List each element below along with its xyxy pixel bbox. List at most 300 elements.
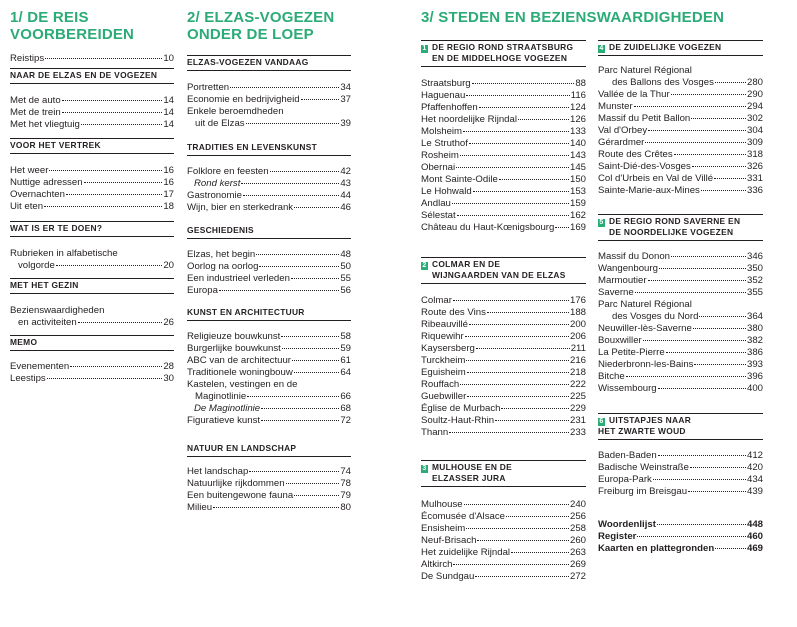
- dot-leader: [467, 372, 569, 373]
- dot-leader: [457, 215, 569, 216]
- toc-page-number: 469: [746, 543, 763, 554]
- toc-page-number: 380: [746, 323, 763, 334]
- toc-entry-title: Kaarten en plattegronden: [598, 543, 715, 554]
- toc-entry-title: Figuratieve kunst: [187, 415, 261, 426]
- section-heading: NAAR DE ELZAS EN DE VOGEZEN: [10, 68, 174, 84]
- toc-entry-title: Religieuze bouwkunst: [187, 331, 281, 342]
- dot-leader: [477, 540, 569, 541]
- dot-leader: [292, 360, 339, 361]
- toc-entry-title: Neuwiller-lès-Saverne: [598, 323, 692, 334]
- dot-leader: [637, 536, 746, 537]
- dot-leader: [635, 292, 746, 293]
- toc-entry[interactable]: [421, 379, 586, 391]
- toc-entry-title: Le Struthof: [421, 138, 468, 149]
- toc-page-number: 331: [746, 173, 763, 184]
- dot-leader: [658, 388, 746, 389]
- toc-entry[interactable]: [187, 190, 351, 202]
- toc-page-number: 240: [569, 499, 586, 510]
- toc-entry[interactable]: [598, 450, 763, 462]
- toc-entry-title: Le Hohwald: [421, 186, 472, 197]
- toc-entry-title: Parc Naturel Régional: [598, 299, 692, 310]
- toc-entry-title: ABC van de architectuur: [187, 355, 291, 366]
- toc-entry-title: Turckheim: [421, 355, 466, 366]
- toc-page-number: 116: [570, 90, 586, 101]
- dot-leader: [282, 348, 339, 349]
- toc-entry[interactable]: [421, 222, 586, 234]
- toc-page-number: 30: [163, 373, 174, 384]
- toc-entry[interactable]: [598, 137, 763, 149]
- toc-entry[interactable]: [187, 403, 351, 415]
- dot-leader: [634, 106, 746, 107]
- toc-page-number: 133: [569, 126, 586, 137]
- dot-leader: [714, 178, 746, 179]
- toc-page-number: 350: [746, 263, 763, 274]
- toc-entry[interactable]: [598, 173, 763, 185]
- toc-entry[interactable]: [598, 335, 763, 347]
- toc-entry[interactable]: [187, 490, 351, 502]
- toc-entry-title: Een industrieel verleden: [187, 273, 290, 284]
- toc-entry[interactable]: [421, 78, 586, 90]
- toc-entry[interactable]: en activiteiten 26: [18, 317, 174, 328]
- dot-leader: [47, 378, 163, 379]
- toc-entry-title: Enkele beroemdheden: [187, 106, 284, 117]
- toc-entry-title: Obernai: [421, 162, 456, 173]
- toc-list: [598, 65, 763, 197]
- dot-leader: [690, 467, 746, 468]
- toc-entry[interactable]: [598, 519, 763, 531]
- toc-page-number: 222: [569, 379, 586, 390]
- toc-page-number: 61: [340, 355, 351, 366]
- toc-page-number: 16: [163, 177, 174, 188]
- dot-leader: [453, 564, 569, 565]
- toc-entry[interactable]: [598, 113, 763, 125]
- toc-entry[interactable]: [421, 331, 586, 343]
- dot-leader: [249, 471, 339, 472]
- toc-entry-title: Kaysersberg: [421, 343, 475, 354]
- dot-leader: [291, 278, 339, 279]
- dot-leader: [643, 340, 746, 341]
- toc-entry[interactable]: [187, 331, 351, 343]
- toc-page-number: 37: [340, 94, 351, 105]
- toc-entry[interactable]: [421, 427, 586, 439]
- toc-entry[interactable]: [421, 307, 586, 319]
- toc-section: [10, 305, 174, 329]
- toc-entry[interactable]: [187, 415, 351, 427]
- region-heading: 1 DE REGIO ROND STRAATSBURG EN DE MIDDELHOGE VOGEZEN: [421, 40, 586, 67]
- toc-entry[interactable]: [187, 249, 351, 261]
- toc-page-number: 74: [340, 466, 351, 477]
- section-heading: MEMO: [10, 335, 174, 351]
- toc-page-number: 48: [340, 249, 351, 260]
- dot-leader: [460, 384, 569, 385]
- dot-leader: [66, 194, 162, 195]
- toc-list: [187, 82, 351, 130]
- toc-page-number: 17: [163, 189, 174, 200]
- toc-entry[interactable]: [187, 202, 351, 214]
- toc-entry[interactable]: [421, 367, 586, 379]
- toc-list: [187, 249, 351, 297]
- toc-entry[interactable]: [421, 150, 586, 162]
- toc-page-number: 55: [340, 273, 351, 284]
- toc-entry[interactable]: [421, 535, 586, 547]
- toc-entry[interactable]: [10, 361, 174, 373]
- toc-page-number: 16: [163, 165, 174, 176]
- dot-leader: [259, 266, 339, 267]
- toc-page-number: 188: [569, 307, 586, 318]
- toc-page-number: 352: [746, 275, 763, 286]
- region-heading: 6 UITSTAPJES NAAR HET ZWARTE WOUD: [598, 413, 763, 440]
- toc-page-number: 326: [746, 161, 763, 172]
- dot-leader: [699, 316, 746, 317]
- toc-entry-title: Oorlog na oorlog: [187, 261, 259, 272]
- toc-entry[interactable]: [598, 275, 763, 287]
- toc-entry[interactable]: [10, 189, 174, 201]
- toc-entry-title: Andlau: [421, 198, 451, 209]
- toc-entry[interactable]: [598, 359, 763, 371]
- toc-entry-title: De Sundgau: [421, 571, 475, 582]
- toc-entry[interactable]: [421, 415, 586, 427]
- dot-leader: [555, 227, 569, 228]
- toc-entry[interactable]: [421, 210, 586, 222]
- dot-leader: [658, 455, 746, 456]
- toc-page-number: 229: [569, 403, 586, 414]
- toc-list: [421, 78, 586, 234]
- toc-page-number: 44: [340, 190, 351, 201]
- dot-leader: [674, 154, 746, 155]
- toc-page-number: 145: [569, 162, 586, 173]
- dot-leader: [466, 95, 569, 96]
- toc-entry[interactable]: [421, 114, 586, 126]
- toc-entry-title: Marmoutier: [598, 275, 647, 286]
- toc-entry[interactable]: [10, 177, 174, 189]
- toc-entry-title: Met het vliegtuig: [10, 119, 80, 130]
- dot-leader: [688, 491, 746, 492]
- dot-leader: [653, 479, 746, 480]
- toc-entry[interactable]: [598, 311, 763, 323]
- toc-entry[interactable]: [598, 371, 763, 383]
- toc-entry[interactable]: [598, 89, 763, 101]
- dot-leader: [476, 348, 570, 349]
- toc-entry[interactable]: [421, 162, 586, 174]
- toc-page-number: 396: [746, 371, 763, 382]
- toc-entry-title: Thann: [421, 427, 449, 438]
- toc-entry[interactable]: [421, 511, 586, 523]
- toc-entry[interactable]: [598, 287, 763, 299]
- dot-leader: [473, 191, 569, 192]
- toc-entry[interactable]: [187, 343, 351, 355]
- dot-leader: [460, 155, 569, 156]
- toc-list: [598, 450, 763, 498]
- toc-entry-title: Niederbronn-les-Bains: [598, 359, 694, 370]
- toc-page-number: 258: [569, 523, 586, 534]
- toc-entry-title: Nuttige adressen: [10, 177, 83, 188]
- dot-leader: [81, 124, 162, 125]
- toc-entry-title: Evenementen: [10, 361, 70, 372]
- dot-leader: [465, 336, 569, 337]
- dot-leader: [467, 396, 569, 397]
- dot-leader: [499, 179, 569, 180]
- toc-entry-title: uit de Elzas: [195, 118, 245, 129]
- toc-entry-title: Het landschap: [187, 466, 249, 477]
- toc-entry[interactable]: [10, 119, 174, 131]
- toc-page-number: 159: [569, 198, 586, 209]
- toc-entry[interactable]: [187, 391, 351, 403]
- toc-entry-title: Het zuidelijke Rijndal: [421, 547, 511, 558]
- toc-entry[interactable]: [598, 474, 763, 486]
- toc-entry-title: Milieu: [187, 502, 213, 513]
- toc-entry-title: Baden-Baden: [598, 450, 657, 461]
- dot-leader: [671, 94, 746, 95]
- toc-entry-title: Église de Murbach: [421, 403, 501, 414]
- toc-page-number: 68: [340, 403, 351, 414]
- toc-entry-title: Soultz-Haut-Rhin: [421, 415, 495, 426]
- toc-entry[interactable]: [421, 319, 586, 331]
- toc-entry[interactable]: [598, 161, 763, 173]
- toc-entry-title: Colmar: [421, 295, 452, 306]
- toc-entry[interactable]: [598, 347, 763, 359]
- section-heading: TRADITIES EN LEVENSKUNST: [187, 142, 351, 156]
- toc-page-number: 50: [340, 261, 351, 272]
- toc-entry-line: Rubrieken in alfabetische: [10, 248, 118, 259]
- toc-entry-title: Massif du Petit Ballon: [598, 113, 691, 124]
- toc-page-number: 211: [570, 343, 586, 354]
- toc-entry[interactable]: [187, 178, 351, 190]
- toc-entry-title: Europa-Park: [598, 474, 652, 485]
- toc-entry[interactable]: [598, 543, 763, 555]
- toc-page-number: 439: [746, 486, 763, 497]
- toc-entry-title: Sainte-Marie-aux-Mines: [598, 185, 700, 196]
- toc-entry[interactable]: [187, 261, 351, 273]
- toc-entry-title: Sélestat: [421, 210, 456, 221]
- toc-list: [10, 361, 174, 385]
- toc-page-number: 176: [569, 295, 586, 306]
- toc-entry[interactable]: [598, 263, 763, 275]
- toc-list: [421, 499, 586, 583]
- dot-leader: [715, 548, 746, 549]
- toc-entry[interactable]: volgorde 20: [18, 260, 174, 271]
- dot-leader: [62, 112, 163, 113]
- toc-entry[interactable]: [421, 198, 586, 210]
- toc-page-number: 124: [569, 102, 586, 113]
- toc-entry-title: Guebwiller: [421, 391, 467, 402]
- toc-page-number: 169: [569, 222, 586, 233]
- dot-leader: [294, 495, 339, 496]
- toc-entry[interactable]: [421, 138, 586, 150]
- toc-list-extra: [598, 519, 763, 555]
- toc-entry[interactable]: [421, 343, 586, 355]
- dot-leader: [466, 360, 569, 361]
- toc-entry-title: Economie en bedrijvigheid: [187, 94, 300, 105]
- dot-leader: [261, 408, 339, 409]
- toc-entry[interactable]: [421, 355, 586, 367]
- toc-entry-title: Bouxwiller: [598, 335, 642, 346]
- toc-page-number: 233: [569, 427, 586, 438]
- dot-leader: [693, 328, 746, 329]
- toc-entry[interactable]: [598, 486, 763, 498]
- toc-entry-title: Europa: [187, 285, 218, 296]
- region-number-badge: 6: [599, 417, 604, 425]
- toc-entry[interactable]: [187, 94, 351, 106]
- toc-entry[interactable]: [187, 466, 351, 478]
- toc-entry[interactable]: [421, 403, 586, 415]
- toc-entry[interactable]: [10, 95, 174, 107]
- toc-page-number: 28: [163, 361, 174, 372]
- toc-entry[interactable]: [187, 166, 351, 178]
- dot-leader: [475, 576, 569, 577]
- toc-entry[interactable]: [421, 90, 586, 102]
- dot-leader: [219, 290, 339, 291]
- toc-entry[interactable]: [598, 531, 763, 543]
- toc-entry[interactable]: [187, 367, 351, 379]
- toc-entry-title: Rond kerst: [194, 178, 241, 189]
- toc-entry[interactable]: [598, 185, 763, 197]
- toc-entry[interactable]: [187, 82, 351, 94]
- toc-entry[interactable]: Reistips 10: [10, 53, 174, 64]
- dot-leader: [501, 408, 569, 409]
- dot-leader: [691, 118, 746, 119]
- dot-leader: [301, 99, 340, 100]
- toc-entry-title: Met de trein: [10, 107, 61, 118]
- toc-page-number: 231: [569, 415, 586, 426]
- toc-entry[interactable]: [598, 125, 763, 137]
- toc-entry-title: Écomusée d'Alsace: [421, 511, 505, 522]
- toc-page-number: 290: [746, 89, 763, 100]
- toc-entry[interactable]: [598, 383, 763, 395]
- toc-entry-line: [187, 106, 351, 118]
- dot-leader: [518, 119, 569, 120]
- toc-entry-title: Saverne: [598, 287, 634, 298]
- dot-leader: [469, 324, 569, 325]
- toc-page-number: 42: [340, 166, 351, 177]
- toc-page-number: 420: [746, 462, 763, 473]
- toc-entry-title: Riquewihr: [421, 331, 464, 342]
- toc-entry[interactable]: [421, 547, 586, 559]
- toc-entry-title: La Petite-Pierre: [598, 347, 665, 358]
- dot-leader: [256, 254, 339, 255]
- toc-entry[interactable]: [421, 523, 586, 535]
- toc-entry[interactable]: [421, 174, 586, 186]
- toc-entry-title: Uit eten: [10, 201, 44, 212]
- toc-page-number: 56: [340, 285, 351, 296]
- toc-page-number: 318: [746, 149, 763, 160]
- toc-entry[interactable]: [598, 323, 763, 335]
- toc-entry[interactable]: [421, 295, 586, 307]
- toc-entry[interactable]: [598, 149, 763, 161]
- toc-entry-title: Het noordelijke Rijndal: [421, 114, 517, 125]
- dot-leader: [453, 300, 569, 301]
- toc-entry-title: Neuf-Brisach: [421, 535, 477, 546]
- toc-entry[interactable]: [421, 186, 586, 198]
- dot-leader: [241, 183, 339, 184]
- toc-entry-title: Maginotlinie: [195, 391, 247, 402]
- toc-page-number: 364: [746, 311, 763, 322]
- dot-leader: [449, 432, 569, 433]
- dot-leader: [472, 83, 575, 84]
- toc-entry[interactable]: [598, 101, 763, 113]
- toc-entry[interactable]: [421, 571, 586, 583]
- toc-list: [187, 331, 351, 427]
- toc-entry[interactable]: [187, 355, 351, 367]
- toc-page-number: 153: [569, 186, 586, 197]
- toc-page-number: 400: [746, 383, 763, 394]
- region-heading: 3 MULHOUSE EN DE ELZASSER JURA: [421, 460, 586, 487]
- toc-page-number: 386: [746, 347, 763, 358]
- toc-entry[interactable]: [10, 107, 174, 119]
- dot-leader: [294, 372, 340, 373]
- toc-page-number: 206: [569, 331, 586, 342]
- section-heading: VOOR HET VERTREK: [10, 138, 174, 154]
- toc-entry-title: De Maginotlinie: [194, 403, 261, 414]
- dot-leader: [645, 142, 746, 143]
- dot-leader: [495, 420, 569, 421]
- toc-list: [421, 295, 586, 439]
- toc-entry[interactable]: [10, 165, 174, 177]
- toc-page-number: 14: [163, 107, 174, 118]
- dot-leader: [463, 131, 569, 132]
- toc-entry[interactable]: [598, 462, 763, 474]
- dot-leader: [694, 364, 746, 365]
- dot-leader: [715, 82, 746, 83]
- region-heading: 4 DE ZUIDELIJKE VOGEZEN: [598, 40, 763, 56]
- section-heading: MET HET GEZIN: [10, 278, 174, 294]
- toc-entry-title: Val d'Orbey: [598, 125, 648, 136]
- toc-entry[interactable]: [421, 499, 586, 511]
- toc-entry[interactable]: [421, 391, 586, 403]
- toc-entry-line: Bezienswaardigheden: [10, 305, 105, 316]
- toc-entry[interactable]: [187, 273, 351, 285]
- region-heading: 2 COLMAR EN DE WIJNGAARDEN VAN DE ELZAS: [421, 257, 586, 284]
- dot-leader: [281, 336, 339, 337]
- toc-entry-title: Gérardmer: [598, 137, 645, 148]
- toc-entry-title: Burgerlijke bouwkunst: [187, 343, 281, 354]
- toc-entry-title: Altkirch: [421, 559, 453, 570]
- toc-entry[interactable]: [421, 559, 586, 571]
- toc-entry[interactable]: [598, 77, 763, 89]
- dot-leader: [230, 87, 339, 88]
- toc-entry[interactable]: [421, 102, 586, 114]
- toc-entry-title: Wangenbourg: [598, 263, 658, 274]
- dot-leader: [666, 352, 746, 353]
- toc-entry[interactable]: [187, 285, 351, 297]
- dot-leader: [456, 167, 569, 168]
- toc-entry-title: Het weer: [10, 165, 49, 176]
- dot-leader: [659, 268, 746, 269]
- dot-leader: [286, 483, 340, 484]
- toc-entry[interactable]: [598, 251, 763, 263]
- toc-entry-title: Col d'Urbeis en Val de Villé: [598, 173, 714, 184]
- toc-entry-title: Kastelen, vestingen en de: [187, 379, 298, 390]
- toc-page-number: 272: [569, 571, 586, 582]
- toc-entry-title: Rosheim: [421, 150, 459, 161]
- toc-entry[interactable]: [187, 502, 351, 514]
- dot-leader: [511, 552, 569, 553]
- toc-entry-line: [187, 379, 351, 391]
- toc-page-number: 336: [746, 185, 763, 196]
- toc-entry[interactable]: [421, 126, 586, 138]
- toc-entry[interactable]: [187, 478, 351, 490]
- dot-leader: [62, 100, 163, 101]
- toc-entry[interactable]: [10, 373, 174, 385]
- toc-page-number: 64: [340, 367, 351, 378]
- toc-page-number: 78: [340, 478, 351, 489]
- toc-entry-title: Een buitengewone fauna: [187, 490, 294, 501]
- toc-entry[interactable]: [10, 201, 174, 213]
- toc-list: [10, 165, 174, 213]
- toc-page-number: 304: [746, 125, 763, 136]
- toc-page-number: 18: [163, 201, 174, 212]
- dot-leader: [84, 182, 163, 183]
- toc-entry[interactable]: [187, 118, 351, 130]
